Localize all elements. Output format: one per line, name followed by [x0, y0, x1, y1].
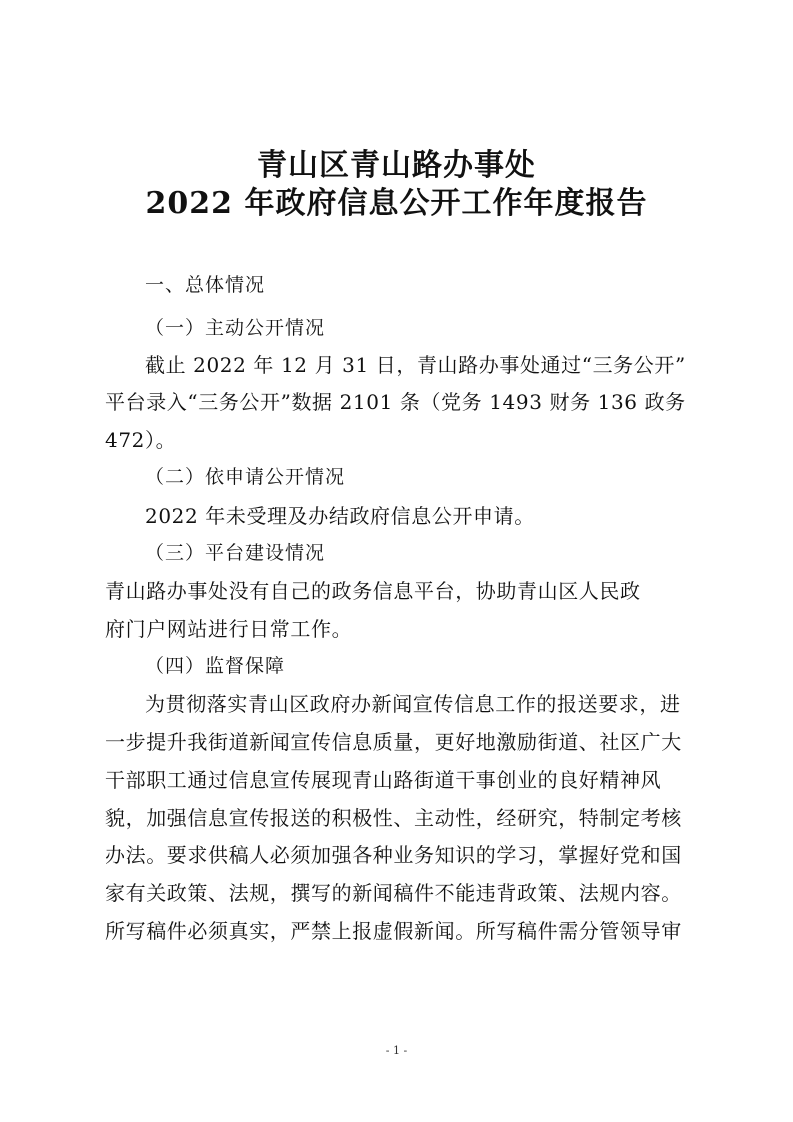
paragraph-line: 2022 年未受理及办结政府信息公开申请。: [145, 504, 535, 528]
subheading-supervision: （四）监督保障: [145, 655, 286, 677]
subheading-platform-building: （三）平台建设情况: [145, 542, 326, 564]
paragraph-line: 貌，加强信息宣传报送的积极性、主动性，经研究，特制定考核: [105, 806, 682, 830]
paragraph-line: 平台录入“三务公开”数据 2101 条（党务 1493 财务 136 政务: [105, 390, 686, 414]
document-title-line-2: 2022 年政府信息公开工作年度报告: [145, 186, 648, 221]
paragraph-line: 办法。要求供稿人必须加强各种业务知识的学习，掌握好党和国: [105, 843, 682, 867]
paragraph-line: 一步提升我街道新闻宣传信息质量，更好地激励街道、社区广大: [105, 730, 682, 754]
page-number: - 1 -: [385, 1044, 408, 1057]
paragraph-line: 所写稿件必须真实，严禁上报虚假新闻。所写稿件需分管领导审: [105, 919, 682, 943]
paragraph-line: 家有关政策、法规，撰写的新闻稿件不能违背政策、法规内容。: [105, 881, 682, 905]
paragraph-line: 干部职工通过信息宣传展现青山路街道干事创业的良好精神风: [105, 768, 662, 792]
paragraph-line: 府门户网站进行日常工作。: [105, 617, 353, 641]
subheading-application-disclosure: （二）依申请公开情况: [145, 466, 346, 488]
paragraph-line: 截止 2022 年 12 月 31 日，青山路办事处通过“三务公开”: [145, 353, 686, 377]
paragraph-line: 青山路办事处没有自己的政务信息平台，协助青山区人民政: [105, 579, 641, 603]
paragraph-line: 472）。: [105, 428, 177, 452]
document-title-line-1: 青山区青山路办事处: [257, 148, 536, 183]
paragraph-line: 为贯彻落实青山区政府办新闻宣传信息工作的报送要求，进: [145, 692, 681, 716]
subheading-active-disclosure: （一）主动公开情况: [145, 317, 326, 339]
section-heading-overview: 一、总体情况: [145, 274, 266, 296]
